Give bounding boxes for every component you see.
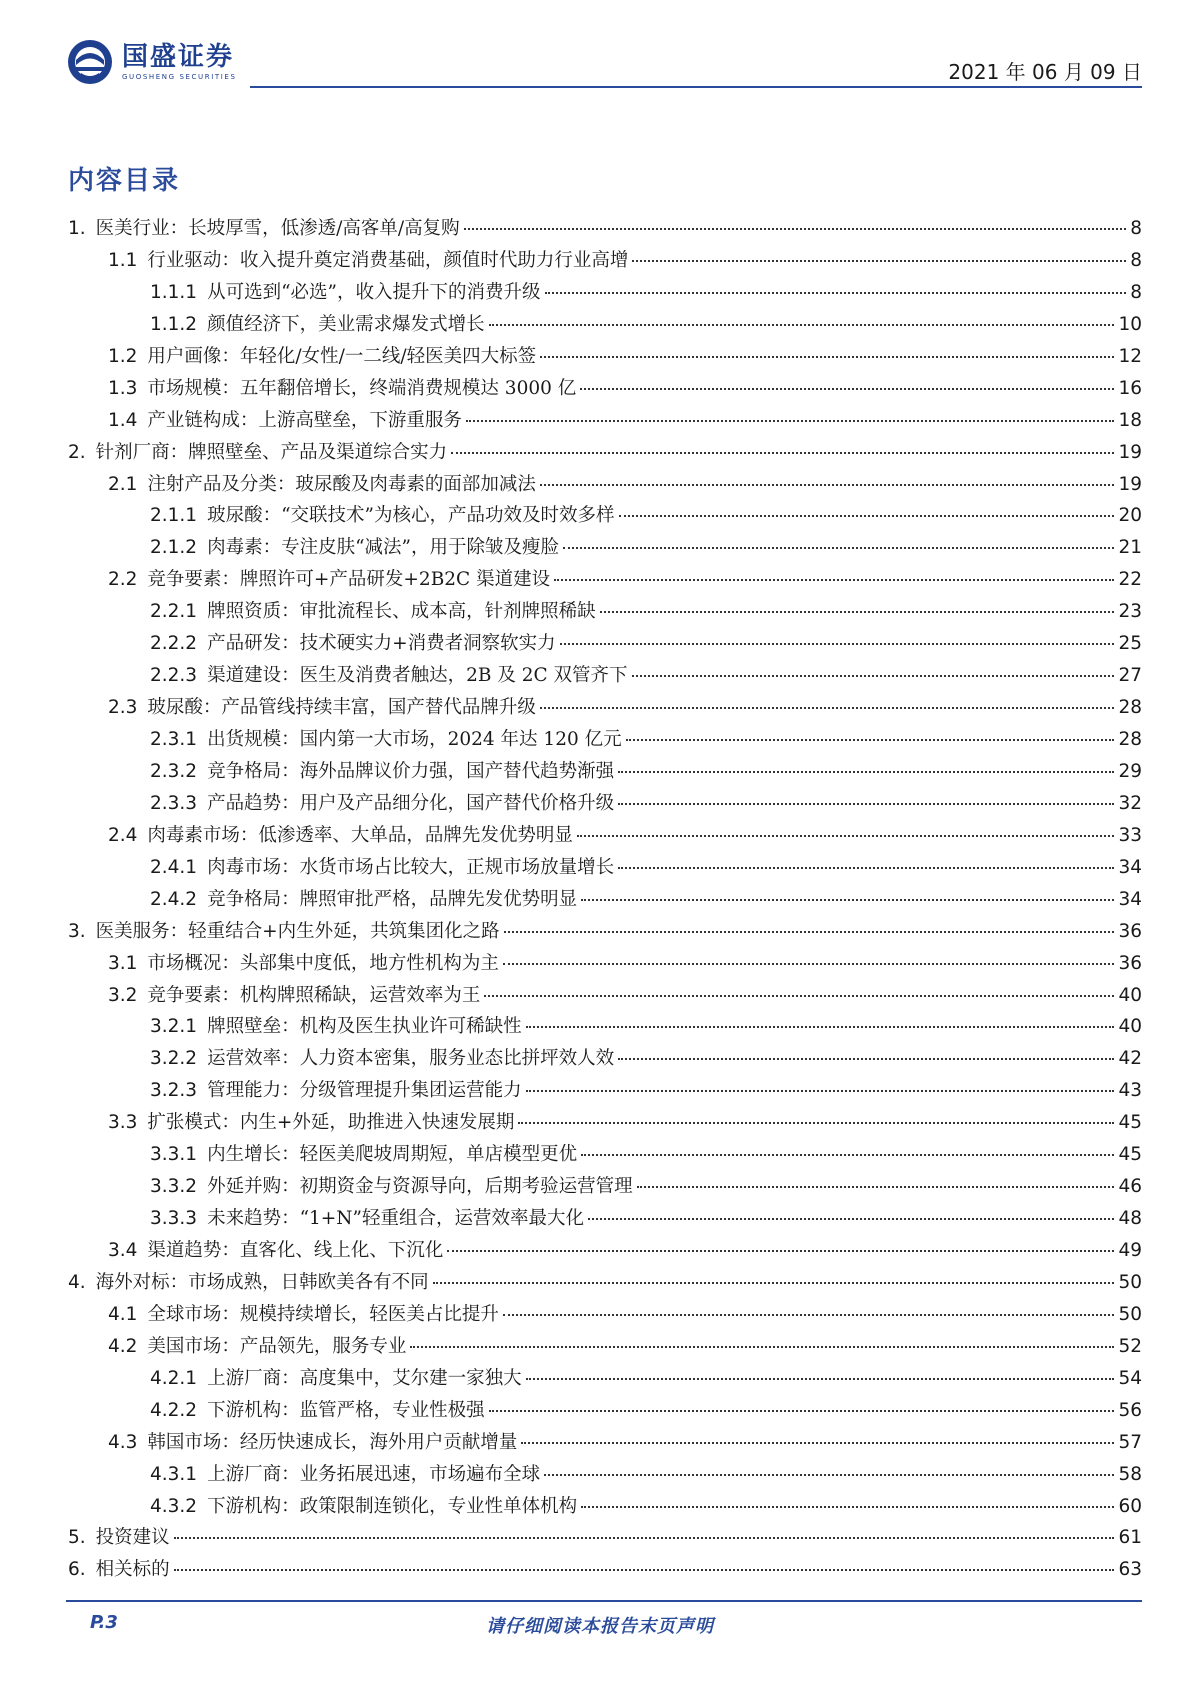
toc-entry-page: 8 [1130, 218, 1142, 239]
toc-entry-page: 45 [1118, 1144, 1142, 1166]
toc-entry-number: 4.2.2 [150, 1399, 198, 1421]
toc-entry-number: 2.2.3 [150, 665, 198, 687]
toc-entry-number: 3.1 [108, 952, 138, 974]
toc-dot-leader [174, 1537, 1115, 1539]
toc-entry-number: 2.1 [108, 473, 138, 495]
toc-entry-page: 43 [1118, 1080, 1142, 1102]
toc-entry-page: 19 [1118, 441, 1142, 463]
toc-entry-title: 肉毒素市场：低渗透率、大单品，品牌先发优势明显 [147, 824, 573, 846]
toc-entry[interactable] [68, 342, 1142, 374]
toc-dot-leader [560, 643, 1115, 645]
toc-entry[interactable] [68, 1172, 1142, 1204]
toc-entry-title: 行业驱动：收入提升奠定消费基础，颜值时代助力行业高增 [147, 249, 629, 271]
toc-entry-title: 针剂厂商：牌照壁垒、产品及渠道综合实力 [95, 441, 448, 463]
toc-entry-page: 20 [1118, 505, 1142, 527]
toc-entry[interactable] [68, 757, 1142, 789]
toc-entry-number: 3.2.2 [150, 1048, 198, 1070]
toc-entry-number: 4.3 [108, 1431, 138, 1453]
toc-entry-number: 1.1.1 [150, 281, 198, 303]
toc-entry-page: 50 [1118, 1271, 1142, 1293]
toc-dot-leader [618, 1058, 1114, 1060]
toc-entry[interactable] [68, 1076, 1142, 1108]
toc-entry-page: 48 [1118, 1208, 1142, 1230]
toc-entry-page: 63 [1118, 1559, 1142, 1581]
toc-entry-title: 管理能力：分级管理提升集团运营能力 [207, 1080, 522, 1102]
toc-dot-leader [503, 1314, 1115, 1316]
toc-entry-page: 25 [1118, 633, 1142, 655]
toc-dot-leader [410, 1346, 1114, 1348]
toc-entry-page: 29 [1118, 760, 1142, 782]
toc-dot-leader [174, 1569, 1115, 1571]
toc-dot-leader [526, 1378, 1115, 1380]
toc-dot-leader [554, 579, 1114, 581]
toc-dot-leader [540, 356, 1114, 358]
toc-entry-title: 出货规模：国内第一大市场，2024 年达 120 亿元 [207, 729, 622, 750]
toc-entry-title: 牌照资质：审批流程长、成本高，针剂牌照稀缺 [207, 601, 596, 623]
toc-entry-number: 4.1 [108, 1303, 138, 1325]
toc-entry-title: 海外对标：市场成熟，日韩欧美各有不同 [95, 1271, 429, 1293]
toc-entry-title: 全球市场：规模持续增长，轻医美占比提升 [147, 1303, 499, 1325]
toc-entry[interactable] [68, 661, 1142, 693]
toc-entry-number: 3.4 [108, 1240, 138, 1261]
toc-entry-number: 4.3.2 [150, 1495, 198, 1517]
toc-entry-number: 2.3.3 [150, 792, 198, 814]
toc-dot-leader [526, 1026, 1115, 1028]
toc-dot-leader [581, 1506, 1114, 1508]
toc-entry[interactable] [68, 406, 1142, 438]
toc-entry[interactable] [68, 1364, 1142, 1396]
guosheng-logo-icon [66, 38, 114, 86]
toc-entry-number: 2.3 [108, 697, 138, 719]
toc-entry-number: 1. [68, 218, 86, 239]
toc-entry-title: 投资建议 [95, 1527, 170, 1549]
toc-entry[interactable] [68, 1012, 1142, 1044]
report-date: 2021 年 06 月 09 日 [948, 60, 1142, 84]
toc-entry[interactable] [68, 949, 1142, 981]
toc-dot-leader [545, 292, 1127, 294]
toc-dot-leader [637, 1186, 1115, 1188]
toc-entry-page: 16 [1118, 377, 1142, 399]
toc-entry-title: 市场概况：头部集中度低，地方性机构为主 [147, 952, 499, 974]
toc-entry-page: 61 [1118, 1527, 1142, 1549]
footer-divider [66, 1600, 1142, 1602]
toc-entry-page: 34 [1118, 856, 1142, 878]
toc-entry-number: 5. [68, 1527, 86, 1549]
toc-entry-number: 2.3.1 [150, 729, 198, 750]
toc-dot-leader [632, 260, 1126, 262]
toc-entry-title: 运营效率：人力资本密集，服务业态比拼坪效人效 [207, 1048, 615, 1070]
toc-entry-title: 竞争要素：牌照许可+产品研发+2B2C 渠道建设 [147, 569, 551, 591]
toc-dot-leader [618, 867, 1114, 869]
logo-english-name: GUOSHENG SECURITIES [122, 73, 237, 81]
toc-entry-number: 3.3.1 [150, 1144, 198, 1166]
toc-entry-page: 27 [1118, 665, 1142, 687]
toc-dot-leader [632, 675, 1115, 677]
toc-entry[interactable] [68, 310, 1142, 342]
toc-entry-title: 上游厂商：业务拓展迅速，市场遍布全球 [207, 1463, 541, 1485]
toc-entry-title: 医美行业：长坡厚雪，低渗透/高客单/高复购 [95, 218, 460, 239]
toc-dot-leader [433, 1282, 1115, 1284]
toc-entry[interactable] [68, 246, 1142, 278]
toc-entry-page: 42 [1118, 1048, 1142, 1070]
toc-entry-page: 50 [1118, 1303, 1142, 1325]
toc-entry-title: 渠道趋势：直客化、线上化、下沉化 [147, 1240, 444, 1261]
toc-entry-number: 2.3.2 [150, 760, 198, 782]
toc-entry-title: 竞争格局：牌照审批严格，品牌先发优势明显 [207, 888, 578, 910]
toc-dot-leader [618, 803, 1114, 805]
toc-entry-page: 28 [1118, 697, 1142, 719]
toc-entry-number: 2.2 [108, 569, 138, 591]
toc-entry-page: 32 [1118, 792, 1142, 814]
toc-entry-page: 60 [1118, 1495, 1142, 1517]
toc-entry-number: 6. [68, 1559, 86, 1581]
footer-page-number: P.3 [90, 1612, 118, 1633]
toc-entry-number: 2. [68, 441, 86, 463]
toc-entry-number: 3.3.2 [150, 1176, 198, 1198]
toc-entry-page: 21 [1118, 537, 1142, 559]
toc-entry-title: 肉毒市场：水货市场占比较大，正规市场放量增长 [207, 856, 615, 878]
toc-dot-leader [540, 484, 1115, 486]
toc-entry[interactable] [68, 1268, 1142, 1300]
toc-entry-page: 54 [1118, 1367, 1142, 1389]
toc-entry[interactable] [68, 1140, 1142, 1172]
toc-entry[interactable] [68, 1492, 1142, 1524]
toc-entry-title: 下游机构：政策限制连锁化，专业性单体机构 [207, 1495, 578, 1517]
toc-entry[interactable] [68, 693, 1142, 725]
toc-entry-title: 相关标的 [95, 1559, 170, 1581]
toc-entry-number: 2.2.1 [150, 601, 198, 623]
toc-entry-number: 2.4.2 [150, 888, 198, 910]
toc-entry[interactable] [68, 1300, 1142, 1332]
toc-entry-title: 玻尿酸：“交联技术”为核心，产品功效及时效多样 [207, 505, 615, 527]
toc-entry-title: 牌照壁垒：机构及医生执业许可稀缺性 [207, 1016, 522, 1038]
toc-entry-number: 1.1 [108, 249, 138, 271]
toc-entry[interactable] [68, 1523, 1142, 1555]
toc-entry-number: 1.4 [108, 409, 138, 431]
toc-entry-title: 玻尿酸：产品管线持续丰富，国产替代品牌升级 [147, 697, 536, 719]
toc-entry-title: 注射产品及分类：玻尿酸及肉毒素的面部加减法 [147, 473, 536, 495]
toc-entry-page: 40 [1118, 984, 1142, 1006]
toc-entry-title: 医美服务：轻重结合+内生外延，共筑集团化之路 [95, 920, 500, 942]
toc-entry-number: 1.3 [108, 377, 138, 399]
toc-entry[interactable] [68, 214, 1142, 246]
toc-entry[interactable] [68, 917, 1142, 949]
toc-entry[interactable] [68, 501, 1142, 533]
toc-entry-page: 46 [1118, 1176, 1142, 1198]
toc-entry-number: 2.4.1 [150, 856, 198, 878]
toc-entry-number: 3.3 [108, 1112, 138, 1134]
toc-dot-leader [544, 1474, 1114, 1476]
toc-entry-number: 4.3.1 [150, 1463, 198, 1485]
toc-entry-page: 40 [1118, 1016, 1142, 1038]
toc-entry[interactable] [68, 1204, 1142, 1236]
toc-entry-title: 竞争格局：海外品牌议价力强，国产替代趋势渐强 [207, 760, 615, 782]
toc-entry-number: 2.1.2 [150, 537, 198, 559]
toc-entry-title: 外延并购：初期资金与资源导向，后期考验运营管理 [207, 1176, 633, 1198]
toc-dot-leader [464, 228, 1127, 230]
toc-entry-title: 未来趋势：“1+N”轻重组合，运营效率最大化 [207, 1208, 584, 1230]
toc-entry[interactable] [68, 1236, 1142, 1268]
toc-entry-page: 58 [1118, 1463, 1142, 1485]
toc-entry-title: 从可选到“必选”，收入提升下的消费升级 [207, 281, 541, 303]
toc-entry-page: 19 [1118, 473, 1142, 495]
toc-entry[interactable] [68, 1460, 1142, 1492]
toc-entry-number: 1.1.2 [150, 313, 198, 335]
toc-entry-title: 肉毒素：专注皮肤“减法”，用于除皱及瘦脸 [207, 537, 559, 559]
toc-entry-page: 49 [1118, 1240, 1142, 1261]
toc-dot-leader [600, 611, 1115, 613]
toc-entry-page: 12 [1118, 345, 1142, 367]
toc-entry-title: 产品趋势：用户及产品细分化，国产替代价格升级 [207, 792, 615, 814]
toc-entry[interactable] [68, 1428, 1142, 1460]
toc-dot-leader [581, 1154, 1114, 1156]
toc-entry[interactable] [68, 1555, 1142, 1587]
toc-entry-number: 2.1.1 [150, 505, 198, 527]
toc-dot-leader [580, 388, 1114, 390]
toc-dot-leader [503, 963, 1115, 965]
toc-entry[interactable] [68, 725, 1142, 757]
toc-entry-number: 4.2 [108, 1335, 138, 1357]
toc-title: 内容目录 [68, 166, 181, 196]
toc-entry-number: 3. [68, 920, 86, 942]
toc-dot-leader [563, 547, 1114, 549]
toc-entry-page: 23 [1118, 601, 1142, 623]
toc-dot-leader [484, 995, 1114, 997]
toc-entry[interactable] [68, 1044, 1142, 1076]
toc-entry[interactable] [68, 853, 1142, 885]
toc-entry[interactable] [68, 278, 1142, 310]
toc-entry-number: 3.2.3 [150, 1080, 198, 1102]
toc-entry-title: 用户画像：年轻化/女性/一二线/轻医美四大标签 [147, 345, 537, 367]
toc-entry-page: 22 [1118, 569, 1142, 591]
toc-dot-leader [451, 452, 1114, 454]
toc-entry[interactable] [68, 1396, 1142, 1428]
toc-dot-leader [504, 931, 1115, 933]
toc-entry[interactable] [68, 470, 1142, 502]
toc-entry-number: 4.2.1 [150, 1367, 198, 1389]
toc-dot-leader [489, 1410, 1115, 1412]
toc-dot-leader [581, 899, 1114, 901]
table-of-contents [68, 214, 1142, 1587]
toc-entry-page: 36 [1118, 920, 1142, 942]
toc-entry[interactable] [68, 629, 1142, 661]
toc-entry-title: 产业链构成：上游高壁垒，下游重服务 [147, 409, 462, 431]
toc-entry-number: 2.2.2 [150, 633, 198, 655]
company-logo [66, 36, 237, 88]
toc-dot-leader [577, 835, 1115, 837]
toc-entry-number: 4. [68, 1271, 86, 1293]
toc-dot-leader [521, 1442, 1114, 1444]
toc-entry-title: 美国市场：产品领先，服务专业 [147, 1335, 407, 1357]
toc-dot-leader [619, 515, 1115, 517]
toc-entry[interactable] [68, 374, 1142, 406]
toc-entry[interactable] [68, 885, 1142, 917]
logo-chinese-name: 国盛证券 [122, 42, 235, 72]
toc-entry[interactable] [68, 565, 1142, 597]
toc-entry-number: 3.3.3 [150, 1208, 198, 1230]
toc-entry-page: 8 [1130, 281, 1142, 303]
toc-entry-page: 45 [1118, 1112, 1142, 1134]
footer-disclaimer-note: 请仔细阅读本报告末页声明 [486, 1616, 714, 1637]
toc-entry-title: 产品研发：技术硬实力+消费者洞察软实力 [207, 633, 556, 655]
toc-entry-number: 1.2 [108, 345, 138, 367]
toc-entry-title: 渠道建设：医生及消费者触达，2B 及 2C 双管齐下 [207, 665, 628, 687]
toc-entry[interactable] [68, 821, 1142, 853]
toc-dot-leader [540, 707, 1115, 709]
toc-entry-page: 28 [1118, 729, 1142, 750]
toc-entry-number: 3.2.1 [150, 1016, 198, 1038]
toc-entry-page: 56 [1118, 1399, 1142, 1421]
toc-dot-leader [526, 1090, 1115, 1092]
toc-entry-number: 3.2 [108, 984, 138, 1006]
toc-dot-leader [626, 739, 1115, 741]
toc-entry-page: 34 [1118, 888, 1142, 910]
toc-entry-title: 竞争要素：机构牌照稀缺，运营效率为王 [147, 984, 481, 1006]
toc-entry-page: 18 [1118, 409, 1142, 431]
toc-entry-title: 上游厂商：高度集中，艾尔建一家独大 [207, 1367, 522, 1389]
toc-entry[interactable] [68, 597, 1142, 629]
toc-dot-leader [447, 1250, 1114, 1252]
toc-entry[interactable] [68, 533, 1142, 565]
toc-entry[interactable] [68, 438, 1142, 470]
toc-entry[interactable] [68, 1332, 1142, 1364]
toc-entry-page: 8 [1130, 249, 1142, 271]
page-header [66, 36, 1142, 88]
toc-dot-leader [489, 324, 1115, 326]
toc-entry-page: 52 [1118, 1335, 1142, 1357]
toc-entry-page: 33 [1118, 824, 1142, 846]
toc-entry-number: 2.4 [108, 824, 138, 846]
toc-entry[interactable] [68, 1108, 1142, 1140]
header-divider [250, 86, 1142, 88]
toc-dot-leader [588, 1218, 1114, 1220]
toc-dot-leader [618, 771, 1114, 773]
toc-entry-page: 10 [1118, 313, 1142, 335]
toc-entry-page: 57 [1118, 1431, 1142, 1453]
toc-entry[interactable] [68, 981, 1142, 1013]
toc-dot-leader [518, 1122, 1114, 1124]
toc-dot-leader [466, 420, 1115, 422]
toc-entry-title: 市场规模：五年翻倍增长，终端消费规模达 3000 亿 [147, 377, 577, 399]
toc-entry-title: 内生增长：轻医美爬坡周期短，单店模型更优 [207, 1144, 578, 1166]
toc-entry-title: 下游机构：监管严格，专业性极强 [207, 1399, 485, 1421]
toc-entry-page: 36 [1118, 952, 1142, 974]
toc-entry-title: 韩国市场：经历快速成长，海外用户贡献增量 [147, 1431, 518, 1453]
toc-entry-title: 扩张模式：内生+外延，助推进入快速发展期 [147, 1112, 515, 1134]
toc-entry-title: 颜值经济下，美业需求爆发式增长 [207, 313, 485, 335]
toc-entry[interactable] [68, 789, 1142, 821]
